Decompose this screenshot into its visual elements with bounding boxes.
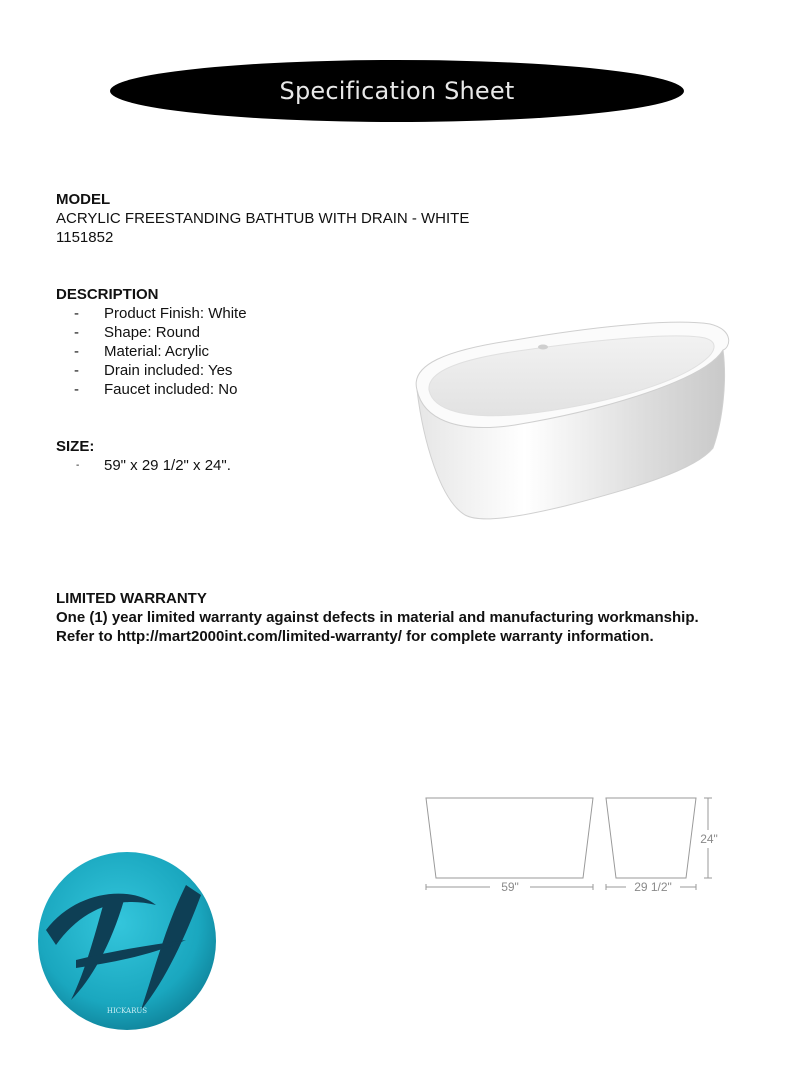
warranty-section: [56, 589, 699, 646]
model-number: 1151852: [56, 229, 114, 246]
page-title: Specification Sheet: [279, 77, 515, 105]
list-item: - Material: Acrylic: [74, 343, 210, 360]
logo-text: HICKARUS: [106, 1007, 148, 1015]
model-heading: MODEL: [56, 191, 111, 208]
title-banner: [110, 60, 684, 122]
end-view-outline: [606, 798, 696, 878]
model-name: ACRYLIC FREESTANDING BATHTUB WITH DRAIN - WHITE: [56, 210, 470, 227]
side-view-outline: [426, 798, 593, 878]
height-label: 24": [700, 832, 718, 846]
model-section: [56, 190, 469, 247]
size-heading: SIZE:: [56, 438, 95, 455]
list-item: - Product Finish: White: [74, 305, 247, 322]
description-heading: DESCRIPTION: [56, 286, 159, 303]
warranty-heading: LIMITED WARRANTY: [56, 590, 207, 607]
width-label: 29 1/2": [634, 880, 672, 894]
size-section: [56, 437, 231, 475]
dimension-drawing: [420, 792, 730, 902]
description-list: [56, 304, 247, 399]
size-item: - 59" x 29 1/2" x 24".: [76, 457, 231, 474]
list-item: - Drain included: Yes: [74, 362, 233, 379]
drain-icon: [538, 345, 548, 350]
list-item: - Faucet included: No: [74, 381, 238, 398]
warranty-line-2: Refer to http://mart2000int.com/limited-warranty/ for complete warranty information.: [56, 628, 654, 645]
description-section: [56, 285, 247, 399]
warranty-line-1: One (1) year limited warranty against defects in material and manufacturing workmanship.: [56, 609, 699, 626]
length-label: 59": [501, 880, 519, 894]
bathtub-image: [405, 310, 735, 530]
hickarus-logo-icon: [36, 850, 218, 1032]
size-value: 59" x 29 1/2" x 24".: [104, 457, 231, 474]
list-item: - Shape: Round: [74, 324, 200, 341]
